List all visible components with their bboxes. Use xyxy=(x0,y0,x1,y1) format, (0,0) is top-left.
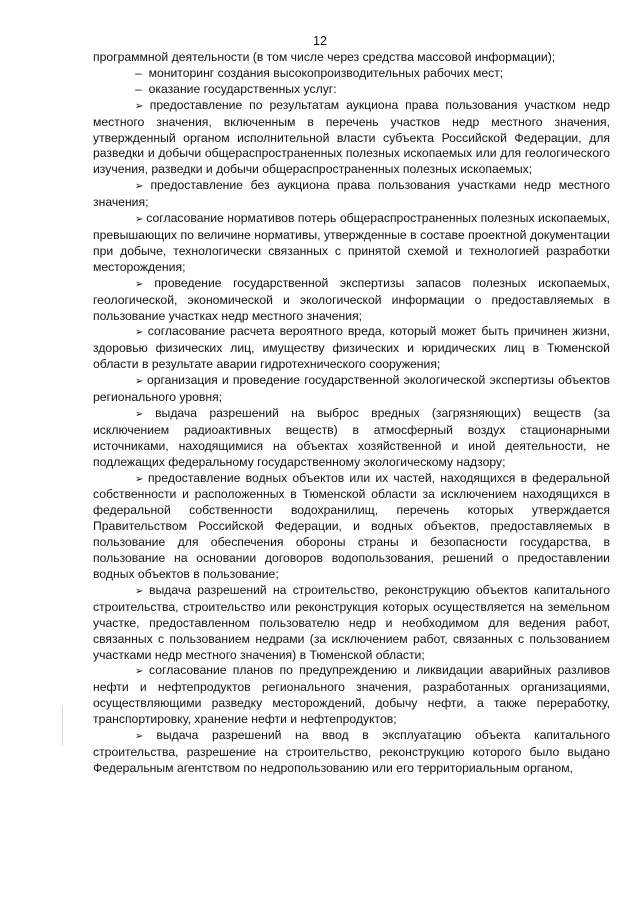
paragraph-continuation: программной деятельности (в том числе через средства массовой информации); xyxy=(93,50,556,64)
dash-list-item: – оказание государственных услуг: xyxy=(93,82,610,98)
dash-list-item: – мониторинг создания высокопроизводительных рабочих мест; xyxy=(93,66,610,82)
service-list-item: ➢ организация и проведение государственной экологической экспертизы объектов регионального уровня; xyxy=(93,373,610,406)
service-list-item: ➢ согласование расчета вероятного вреда, который может быть причинен жизни, здоровью физических лиц, имуществу физических и юридических лиц в Тюменской области в результате аварии гидротехнического сооружения; xyxy=(93,324,610,373)
service-list-item: ➢ выдача разрешений на ввод в эксплуатацию объекта капитального строительства, разрешение на строительство, реконструкцию которого было выдано Федеральным агентством по недропользованию или его территориальным органом, xyxy=(93,728,610,777)
service-list-item: ➢ предоставление без аукциона права пользования участками недр местного значения; xyxy=(93,178,610,211)
service-list-item: ➢ проведение государственной экспертизы запасов полезных ископаемых, геологической, экономической и экологической информации о предоставляемых в пользование участках недр местного значения; xyxy=(93,276,610,325)
page-number: 12 xyxy=(313,34,327,48)
document-body xyxy=(93,50,610,777)
service-list-item: ➢ выдача разрешений на выброс вредных (загрязняющих) веществ (за исключением радиоактивных веществ) в атмосферный воздух стационарными источниками, находящимися на объектах хозяйственной и иной деятельности, не подлежащих федеральному государственному экологическому надзору; xyxy=(93,406,610,471)
service-list-item: ➢ предоставление водных объектов или их частей, находящихся в федеральной собственности и расположенных в Тюменской области за исключением находящихся в федеральной собственности водохранилищ, перечень которых утверждается Правительством Российской Федерации, и водных объектов, предоставляемых в пользование для обеспечения обороны страны и безопасности государства, в пользование на основании договоров водопользования, решений о предоставлении водных объектов в пользование; xyxy=(93,471,610,583)
service-list-item: ➢ согласование нормативов потерь общераспространенных полезных ископаемых, превышающих по величине нормативы, утвержденные в составе проектной документации при добыче, технологически связанных с принятой схемой и технологией разработки месторождения; xyxy=(93,211,610,276)
service-list-item: ➢ предоставление по результатам аукциона права пользования участком недр местного значения, включенным в перечень участков недр местного значения, утвержденный органом исполнительной власти субъекта Российской Федерации, для разведки и добычи общераспространенных полезных ископаемых или для геологического изучения, разведки и добычи общераспространенных полезных ископаемых; xyxy=(93,98,610,179)
scan-margin-mark xyxy=(62,706,63,746)
service-list-item: ➢ выдача разрешений на строительство, реконструкцию объектов капитального строительства, строительство или реконструкция которых осуществляется на земельном участке, предоставленном пользователю недр и необходимом для ведения работ, связанных с пользованием недрами (за исключением работ, связанных с пользованием участками недр местного значения) в Тюменской области; xyxy=(93,583,610,664)
service-list-item: ➢ согласование планов по предупреждению и ликвидации аварийных разливов нефти и нефтепродуктов регионального значения, разработанных организациями, осуществляющими разведку месторождений, добычу нефти, а также переработку, транспортировку, хранение нефти и нефтепродуктов; xyxy=(93,663,610,728)
